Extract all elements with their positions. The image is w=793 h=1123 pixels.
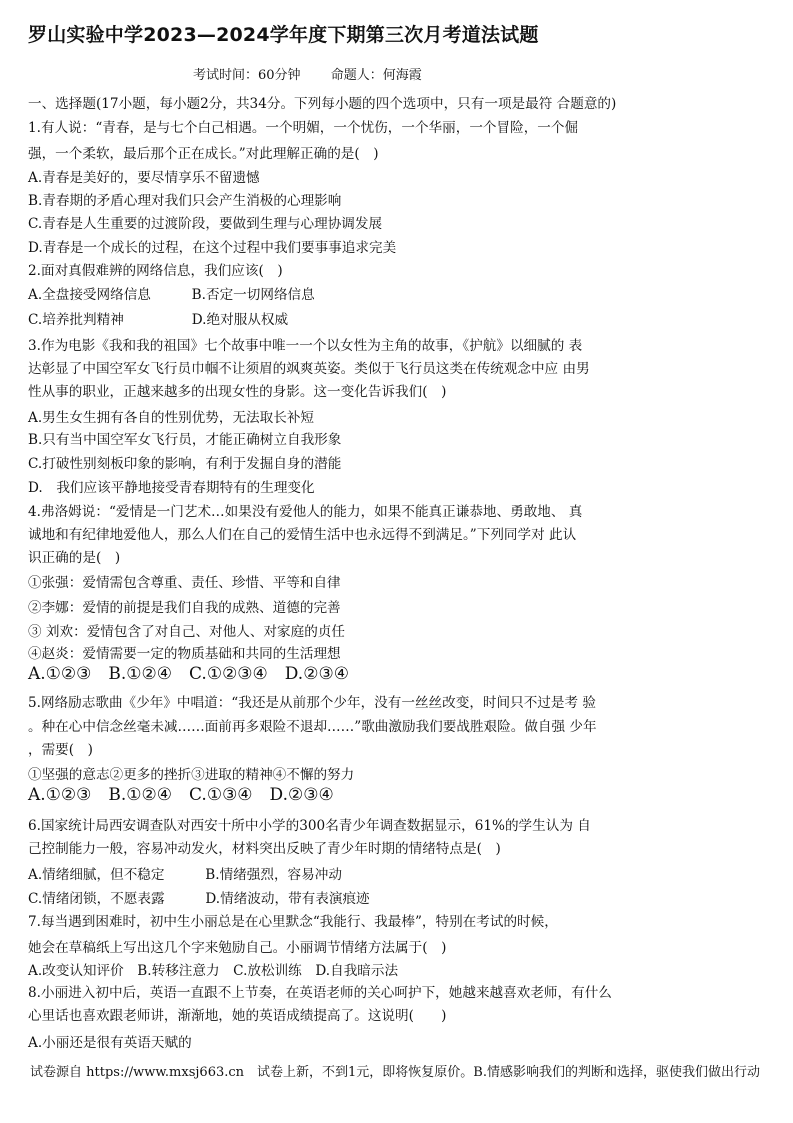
text-line: B.青春期的矛盾心理对我们只会产生消极的心理影响 [28,193,342,209]
exam-time: 考试时间：60分钟 [193,68,301,83]
text-line: D.青春是一个成长的过程，在这个过程中我们要事事追求完美 [28,240,397,256]
text-line: C.打破性别刻板印象的影响，有利于发掘自身的潜能 [28,456,342,472]
text-line: 8.小丽进入初中后，英语一直跟不上节奏，在英语老师的关心呵护下，她越来越喜欢老师，有什么 [28,985,612,1001]
text-line: ①坚强的意志②更多的挫折③进取的精神④不懈的努力 [28,767,355,783]
text-line: A.改变认知评价 B.转移注意力 C.放松训练 D.自我暗示法 [28,963,399,979]
text-line: ，需要( ) [28,742,93,758]
text-line: ①张强：爱情需包含尊重、责任、珍惜、平等和自律 [28,575,341,591]
text-line: A.情绪细腻，但不稳定 B.情绪强烈，容易冲动 [28,867,342,883]
page-title: 罗山实验中学2023—2024学年度下期第三次月考道法试题 [28,24,539,46]
text-line: 2.面对真假难辨的网络信息，我们应该( ) [28,263,283,279]
text-line: 一、选择题(17小题，每小题2分，共34分。下列每小题的四个选项中，只有一项是最符 合题意的) [28,96,617,112]
text-line: 强，一个柔软，最后那个正在成长。”对此理解正确的是( ) [28,146,379,162]
text-line: A.青春是美好的，要尽情享乐不留遗憾 [28,170,260,186]
text-line: 6.国家统计局西安调查队对西安十所中小学的300名青少年调查数据显示，61%的学生认为 自 [28,818,591,834]
text-line: ③ 刘欢：爱情包含了对自己、对他人、对家庭的贞任 [28,624,345,640]
text-line: D. 我们应该平静地接受青春期特有的生理变化 [28,480,315,496]
text-line: 她会在草稿纸上写出这几个字来勉励自己。小丽调节情绪方法属于( ) [28,940,447,956]
text-line: A.①②③ B.①②④ C.①②③④ D.②③④ [28,664,349,684]
text-line: A.小丽还是很有英语天赋的 [28,1035,192,1051]
text-line: 1.有人说：“青春，是与七个白己相遇。一个明媚，一个忧伤，一个华丽，一个冒险，一个倔 [28,120,579,136]
text-line: ②李娜：爱情的前提是我们自我的成熟、道德的完善 [28,600,341,616]
text-line: 7.每当遇到困难时，初中生小丽总是在心里默念“我能行、我最棒”，特别在考试的时候， [28,914,558,930]
text-line: 己控制能力一般，容易冲动发火，材料突出反映了青少年时期的情绪特点是( ) [28,841,501,857]
text-line: 性从事的职业，正越来越多的出现女性的身影。这一变化告诉我们( ) [28,384,447,400]
text-line: 5.网络励志歌曲《少年》中唱道：“我还是从前那个少年，没有一丝丝改变，时间只不过是考 验 [28,695,596,711]
source-footer: 试卷源自 https://www.mxsj663.cn 试卷上新，不到1元，即将恢复原价。B.情感影响我们的判断和选择，驱使我们做出行动 [30,1065,760,1080]
text-line: 4.弗洛姆说：“爱情是一门艺术…如果没有爱他人的能力，如果不能真正谦恭地、勇敢地、 真 [28,504,583,520]
text-line: C.青春是人生重要的过渡阶段，要做到生理与心理协调发展 [28,216,383,232]
text-line: C.培养批判精神 D.绝对服从权威 [28,312,289,328]
exam-meta [193,64,448,83]
text-line: C.情绪闭锁，不愿表露 D.情绪波动，带有表演痕迹 [28,891,370,907]
text-line: 识正确的是( ) [28,550,121,566]
text-line: ④赵炎：爱情需要一定的物质基础和共同的生活理想 [28,646,341,662]
text-line: 达彰显了中国空军女飞行员巾帼不让须眉的飒爽英姿。类似于飞行员这类在传统观念中应 由男 [28,361,590,377]
text-line: A.男生女生拥有各自的性别优势，无法取长补短 [28,410,315,426]
text-line: A.全盘接受网络信息 B.否定一切网络信息 [28,287,315,303]
exam-author: 命题人：何海霞 [330,68,422,83]
text-line: 。种在心中信念丝毫未减……面前再多艰险不退却……”歌曲激励我们要战胜艰险。做自强 少年 [28,719,597,735]
text-line: B.只有当中国空军女飞行员，才能正确树立自我形象 [28,432,342,448]
text-line: 心里话也喜欢跟老师讲，渐渐地，她的英语成绩提高了。这说明( ) [28,1008,447,1024]
text-line: 3.作为电影《我和我的祖国》七个故事中唯一一个以女性为主角的故事，《护航》以细腻的 表 [28,338,583,354]
text-line: 诚地和有纪律地爱他人，那么人们在自己的爱情生活中也永远得不到满足。”下列同学对 此认 [28,527,577,543]
text-line: A.①②③ B.①②④ C.①③④ D.②③④ [28,785,334,805]
